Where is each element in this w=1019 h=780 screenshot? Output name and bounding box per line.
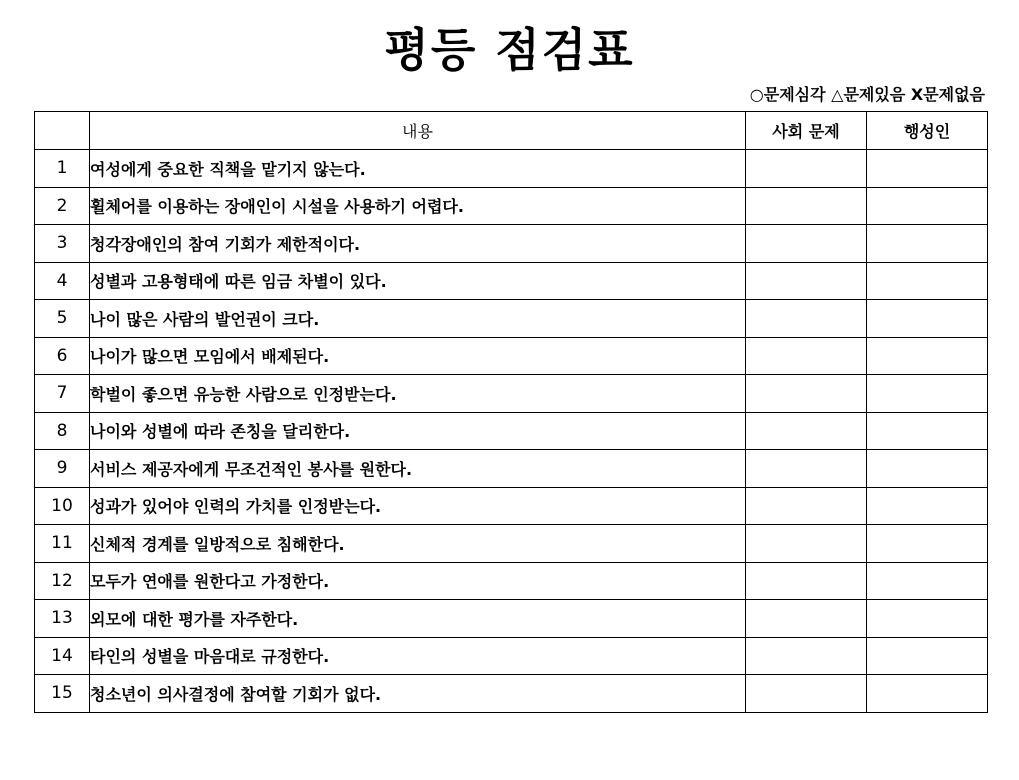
row-content: 청각장애인의 참여 기회가 제한적이다. bbox=[90, 225, 746, 263]
haengseongin-mark-cell[interactable] bbox=[867, 187, 988, 225]
haengseongin-mark-cell[interactable] bbox=[867, 337, 988, 375]
header-social-issue: 사회 문제 bbox=[746, 112, 867, 150]
haengseongin-mark-cell[interactable] bbox=[867, 412, 988, 450]
header-row bbox=[35, 112, 988, 150]
haengseongin-mark-cell[interactable] bbox=[867, 375, 988, 413]
row-number: 2 bbox=[35, 187, 90, 225]
row-content: 서비스 제공자에게 무조건적인 봉사를 원한다. bbox=[90, 450, 746, 488]
row-content: 여성에게 중요한 직책을 맡기지 않는다. bbox=[90, 150, 746, 188]
row-content: 학벌이 좋으면 유능한 사람으로 인정받는다. bbox=[90, 375, 746, 413]
haengseongin-mark-cell[interactable] bbox=[867, 450, 988, 488]
table-row bbox=[35, 637, 988, 675]
table-row bbox=[35, 150, 988, 188]
table-row bbox=[35, 450, 988, 488]
haengseongin-mark-cell[interactable] bbox=[867, 675, 988, 713]
table-row bbox=[35, 300, 988, 338]
haengseongin-mark-cell[interactable] bbox=[867, 487, 988, 525]
haengseongin-mark-cell[interactable] bbox=[867, 525, 988, 563]
social-issue-mark-cell[interactable] bbox=[746, 337, 867, 375]
equality-checklist-table bbox=[34, 111, 988, 713]
row-content: 청소년이 의사결정에 참여할 기회가 없다. bbox=[90, 675, 746, 713]
table-row bbox=[35, 412, 988, 450]
row-number: 5 bbox=[35, 300, 90, 338]
header-content: 내용 bbox=[90, 112, 746, 150]
table-row bbox=[35, 487, 988, 525]
row-content: 모두가 연애를 원한다고 가정한다. bbox=[90, 562, 746, 600]
row-number: 13 bbox=[35, 600, 90, 638]
social-issue-mark-cell[interactable] bbox=[746, 675, 867, 713]
row-number: 15 bbox=[35, 675, 90, 713]
row-content: 나이와 성별에 따라 존칭을 달리한다. bbox=[90, 412, 746, 450]
haengseongin-mark-cell[interactable] bbox=[867, 150, 988, 188]
row-content: 타인의 성별을 마음대로 규정한다. bbox=[90, 637, 746, 675]
social-issue-mark-cell[interactable] bbox=[746, 525, 867, 563]
row-content: 휠체어를 이용하는 장애인이 시설을 사용하기 어렵다. bbox=[90, 187, 746, 225]
haengseongin-mark-cell[interactable] bbox=[867, 225, 988, 263]
row-number: 8 bbox=[35, 412, 90, 450]
haengseongin-mark-cell[interactable] bbox=[867, 637, 988, 675]
row-number: 4 bbox=[35, 262, 90, 300]
row-number: 11 bbox=[35, 525, 90, 563]
social-issue-mark-cell[interactable] bbox=[746, 300, 867, 338]
table-row bbox=[35, 337, 988, 375]
social-issue-mark-cell[interactable] bbox=[746, 487, 867, 525]
social-issue-mark-cell[interactable] bbox=[746, 225, 867, 263]
row-content: 나이가 많으면 모임에서 배제된다. bbox=[90, 337, 746, 375]
haengseongin-mark-cell[interactable] bbox=[867, 262, 988, 300]
social-issue-mark-cell[interactable] bbox=[746, 262, 867, 300]
row-number: 14 bbox=[35, 637, 90, 675]
social-issue-mark-cell[interactable] bbox=[746, 375, 867, 413]
row-content: 외모에 대한 평가를 자주한다. bbox=[90, 600, 746, 638]
row-number: 12 bbox=[35, 562, 90, 600]
row-number: 1 bbox=[35, 150, 90, 188]
table-row bbox=[35, 675, 988, 713]
row-number: 7 bbox=[35, 375, 90, 413]
social-issue-mark-cell[interactable] bbox=[746, 600, 867, 638]
social-issue-mark-cell[interactable] bbox=[746, 412, 867, 450]
header-number bbox=[35, 112, 90, 150]
haengseongin-mark-cell[interactable] bbox=[867, 300, 988, 338]
row-number: 6 bbox=[35, 337, 90, 375]
haengseongin-mark-cell[interactable] bbox=[867, 600, 988, 638]
row-content: 나이 많은 사람의 발언권이 크다. bbox=[90, 300, 746, 338]
page-title: 평등 점검표 bbox=[384, 23, 635, 77]
social-issue-mark-cell[interactable] bbox=[746, 562, 867, 600]
table-row bbox=[35, 600, 988, 638]
social-issue-mark-cell[interactable] bbox=[746, 450, 867, 488]
social-issue-mark-cell[interactable] bbox=[746, 187, 867, 225]
checklist-body bbox=[35, 150, 988, 713]
row-content: 성별과 고용형태에 따른 임금 차별이 있다. bbox=[90, 262, 746, 300]
table-row bbox=[35, 375, 988, 413]
row-content: 신체적 경계를 일방적으로 침해한다. bbox=[90, 525, 746, 563]
table-row bbox=[35, 187, 988, 225]
row-content: 성과가 있어야 인력의 가치를 인정받는다. bbox=[90, 487, 746, 525]
haengseongin-mark-cell[interactable] bbox=[867, 562, 988, 600]
row-number: 3 bbox=[35, 225, 90, 263]
table-row bbox=[35, 262, 988, 300]
table-row bbox=[35, 525, 988, 563]
table-row bbox=[35, 225, 988, 263]
row-number: 10 bbox=[35, 487, 90, 525]
row-number: 9 bbox=[35, 450, 90, 488]
header-haengseongin: 행성인 bbox=[867, 112, 988, 150]
table-row bbox=[35, 562, 988, 600]
social-issue-mark-cell[interactable] bbox=[746, 150, 867, 188]
social-issue-mark-cell[interactable] bbox=[746, 637, 867, 675]
rating-legend: ○문제심각 △문제있음 X문제없음 bbox=[749, 85, 985, 104]
